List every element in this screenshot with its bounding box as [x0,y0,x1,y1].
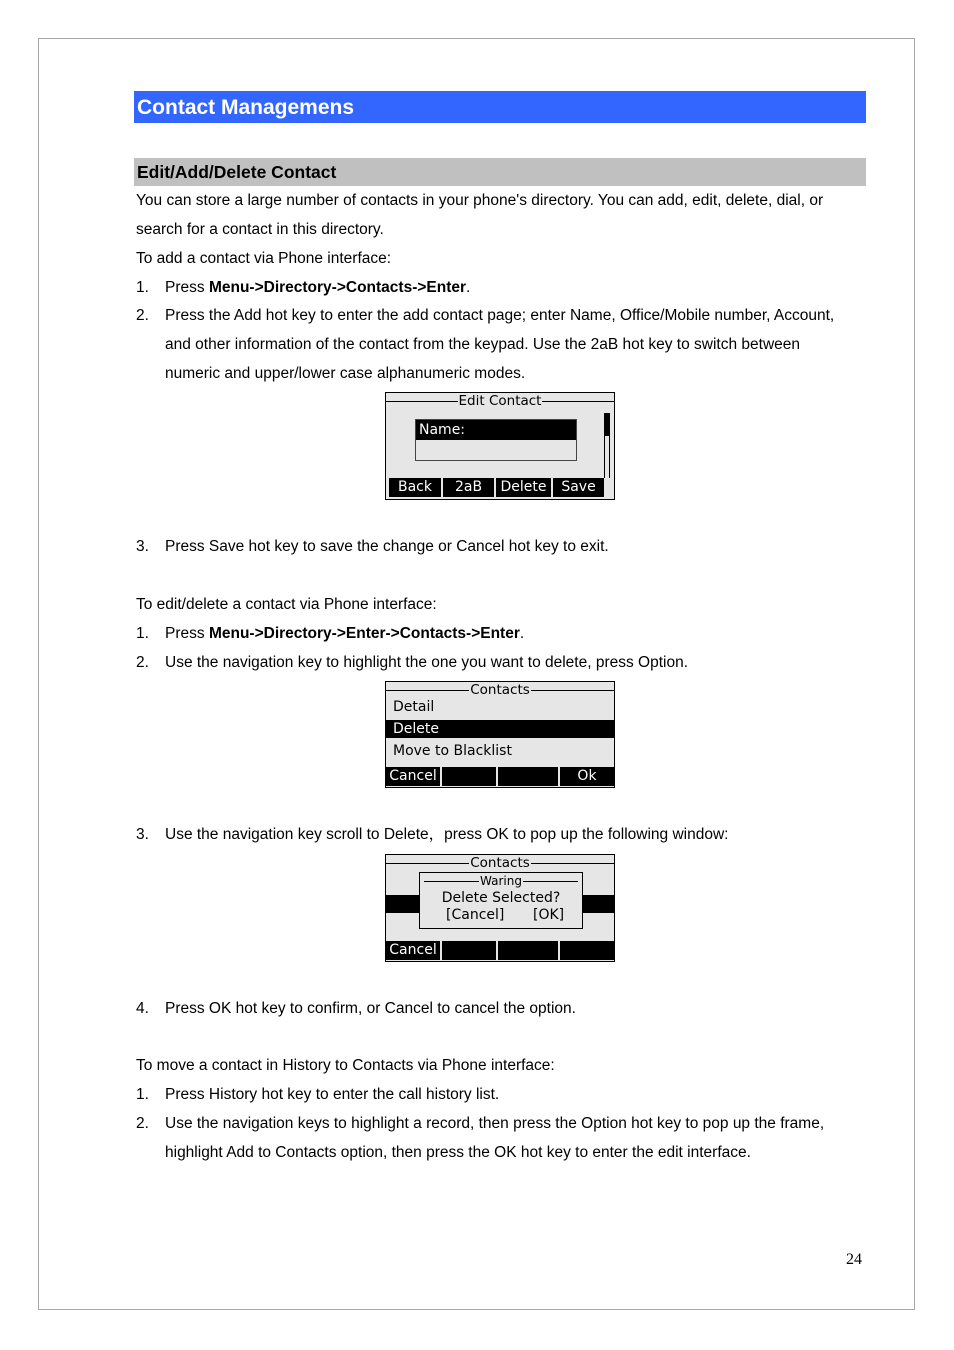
contacts-options-screen [385,681,615,788]
history-step-1: Press History hot key to enter the call history list. [165,1086,500,1103]
cancel-softkey[interactable]: Cancel [386,767,440,786]
name-field-label: Name: [416,420,576,440]
edit-step-1: Press Menu->Directory->Enter->Contacts->Enter. [165,625,525,642]
add-step-1-number: 1. [136,279,149,296]
history-step-2-number: 2. [136,1115,149,1132]
page-number: 24 [846,1251,862,1268]
option-delete[interactable]: Delete [386,720,614,738]
popup-message: Delete Selected? [441,890,561,906]
edit-step-3-number: 3. [136,826,149,843]
scrollbar-thumb[interactable] [605,414,609,436]
edit-step-4-number: 4. [136,1000,149,1017]
edit-step-4: Press OK hot key to confirm, or Cancel to cancel the option. [165,1000,576,1017]
history-intro: To move a contact in History to Contacts via Phone interface: [136,1057,555,1074]
add-step-3: Press Save hot key to save the change or Cancel hot key to exit. [165,538,609,555]
softkey-bar [389,478,612,497]
add-step-2-line-3: numeric and upper/lower case alphanumeric modes. [165,365,526,382]
add-step-2-number: 2. [136,307,149,324]
option-move-to-blacklist[interactable]: Move to Blacklist [393,743,512,759]
softkey-3[interactable] [498,767,558,786]
option-detail[interactable]: Detail [393,699,435,715]
popup-cancel-option[interactable]: [Cancel] [446,907,505,923]
softkey-2[interactable] [442,767,496,786]
edit-step-2: Use the navigation key to highlight the one you want to delete, press Option. [165,654,689,671]
screen-title: Contacts [386,855,614,871]
section-heading: Edit/Add/Delete Contact [134,158,866,186]
screen-title: Edit Contact [386,393,614,409]
softkey-bar [386,941,614,960]
name-field[interactable] [415,419,577,461]
back-softkey[interactable]: Back [389,478,441,497]
softkey-4[interactable] [560,941,614,960]
history-step-1-number: 1. [136,1086,149,1103]
softkey-bar [386,767,614,786]
edit-step-2-number: 2. [136,654,149,671]
intro-line-3: To add a contact via Phone interface: [136,250,392,267]
add-step-2-line-1: Press the Add hot key to enter the add contact page; enter Name, Office/Mobile number, Account, [165,307,835,324]
history-step-2-line-1: Use the navigation keys to highlight a record, then press the Option hot key to pop up the frame, [165,1115,825,1132]
softkey-2[interactable] [442,941,496,960]
chapter-heading: Contact Managemens [134,91,866,123]
2ab-softkey[interactable]: 2aB [443,478,494,497]
edit-step-3: Use the navigation key scroll to Delete，press OK to pop up the following window: [165,826,729,843]
cancel-softkey[interactable]: Cancel [386,941,440,960]
add-step-2-line-2: and other information of the contact from the keypad. Use the 2aB hot key to switch between [165,336,801,353]
delete-softkey[interactable]: Delete [496,478,551,497]
intro-line-1: You can store a large number of contacts in your phone's directory. You can add, edit, delete, dial, or [136,192,824,209]
history-step-2-line-2: highlight Add to Contacts option, then press the OK hot key to enter the edit interface. [165,1144,751,1161]
edit-intro: To edit/delete a contact via Phone interface: [136,596,437,613]
softkey-3[interactable] [498,941,558,960]
intro-line-2: search for a contact in this directory. [136,221,384,238]
ok-softkey[interactable]: Ok [560,767,614,786]
edit-step-1-number: 1. [136,625,149,642]
screen-title: Contacts [386,682,614,698]
save-softkey[interactable]: Save [553,478,604,497]
add-step-3-number: 3. [136,538,149,555]
popup-ok-option[interactable]: [OK] [533,907,565,923]
edit-contact-screen [385,392,615,500]
delete-warning-screen [385,854,615,962]
add-step-1: Press Menu->Directory->Contacts->Enter. [165,279,471,296]
warning-popup [419,872,583,929]
popup-title: Waring [420,874,582,888]
